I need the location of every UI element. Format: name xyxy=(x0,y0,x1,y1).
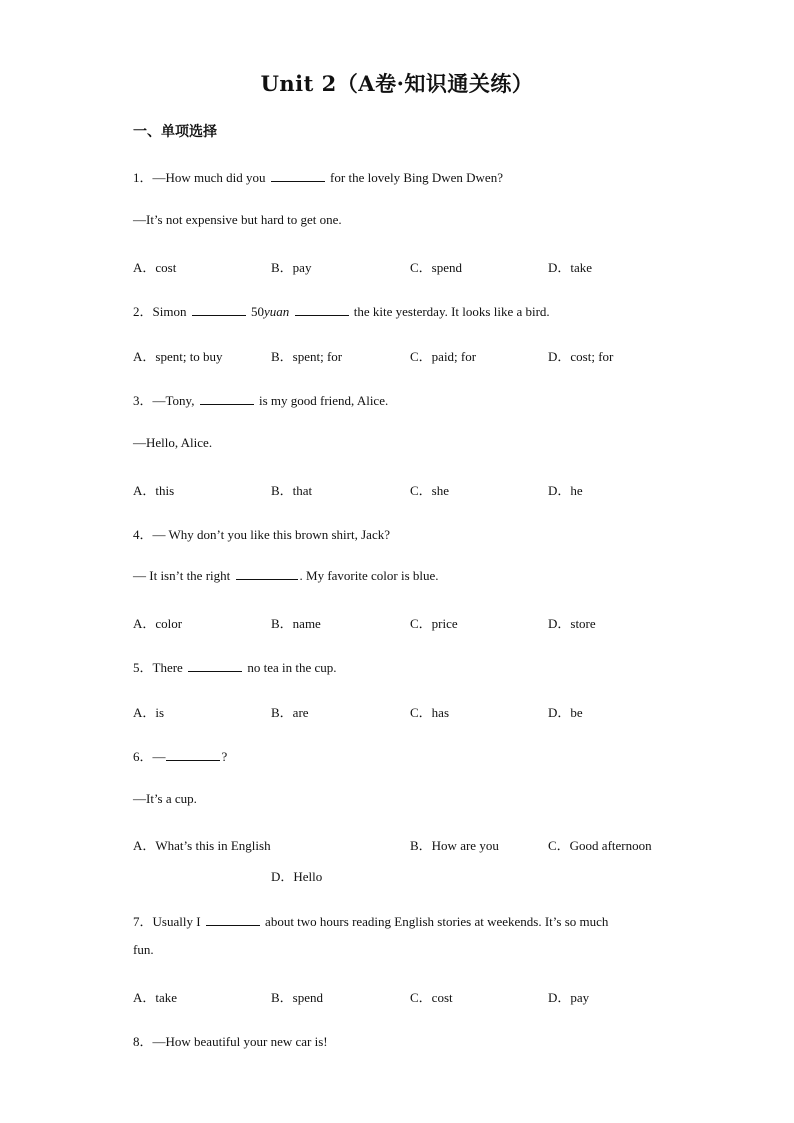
question-4-stem: 4．— Why don’t you like this brown shirt, Jack? xyxy=(133,527,390,542)
option-c: C．has xyxy=(410,705,450,720)
option-b: B．pay xyxy=(271,260,312,275)
answer-blank xyxy=(295,304,349,316)
question-number: 6． xyxy=(133,749,153,764)
option-d: D．he xyxy=(548,483,583,498)
question-1-reply: —It’s not expensive but hard to get one. xyxy=(133,212,342,227)
question-3-stem: 3．—Tony, is my good friend, Alice. xyxy=(133,393,389,408)
question-number: 2． xyxy=(133,304,153,319)
option-c: C．price xyxy=(410,616,458,631)
question-4-reply: — It isn’t the right . My favorite color is blue. xyxy=(133,568,439,583)
option-a: A．spent; to buy xyxy=(133,349,223,364)
option-c: C．paid; for xyxy=(410,349,477,364)
option-b: B．that xyxy=(271,483,313,498)
question-6-stem: 6．— ? xyxy=(133,749,228,764)
question-number: 8． xyxy=(133,1034,153,1049)
answer-blank xyxy=(271,170,325,182)
question-number: 1． xyxy=(133,170,153,185)
section-heading: 一、单项选择 xyxy=(133,124,217,140)
option-a: A．take xyxy=(133,990,178,1005)
question-3-reply: —Hello, Alice. xyxy=(133,435,213,450)
question-number: 4． xyxy=(133,527,153,542)
answer-blank xyxy=(236,568,298,580)
option-b: B．name xyxy=(271,616,321,631)
question-6-reply: —It’s a cup. xyxy=(133,791,197,806)
option-d: D．be xyxy=(548,705,583,720)
option-b: B．spend xyxy=(271,990,324,1005)
question-5-stem: 5．There no tea in the cup. xyxy=(133,660,337,675)
option-b: B．are xyxy=(271,705,309,720)
page-title: Unit 2（A卷·知识通关练） xyxy=(260,71,534,96)
question-2-stem: 2．Simon 50yuan the kite yesterday. It looks like a bird. xyxy=(133,304,550,319)
option-c: C．cost xyxy=(410,990,453,1005)
answer-blank xyxy=(206,914,260,926)
option-d: D．take xyxy=(548,260,593,275)
question-number: 7． xyxy=(133,914,153,929)
option-a: A．What’s this in English xyxy=(133,838,271,853)
option-b: B．How are you xyxy=(410,838,499,853)
option-d: D．store xyxy=(548,616,596,631)
answer-blank xyxy=(192,304,246,316)
option-d: D．Hello xyxy=(271,869,323,884)
question-number: 3． xyxy=(133,393,153,408)
question-7-stem: 7．Usually I about two hours reading English stories at weekends. It’s so much xyxy=(133,914,609,929)
option-a: A．this xyxy=(133,483,175,498)
option-b: B．spent; for xyxy=(271,349,343,364)
question-number: 5． xyxy=(133,660,153,675)
option-a: A．is xyxy=(133,705,165,720)
answer-blank xyxy=(166,749,220,761)
option-d: D．cost; for xyxy=(548,349,614,364)
option-a: A．cost xyxy=(133,260,177,275)
option-a: A．color xyxy=(133,616,183,631)
answer-blank xyxy=(200,393,254,405)
question-8-stem: 8．—How beautiful your new car is! xyxy=(133,1034,328,1049)
option-c: C．spend xyxy=(410,260,463,275)
option-c: C．Good afternoon xyxy=(548,838,652,853)
question-7-continuation: fun. xyxy=(133,942,154,957)
option-d: D．pay xyxy=(548,990,590,1005)
option-c: C．she xyxy=(410,483,450,498)
answer-blank xyxy=(188,660,242,672)
question-1-stem: 1．—How much did you for the lovely Bing Dwen Dwen? xyxy=(133,170,503,185)
